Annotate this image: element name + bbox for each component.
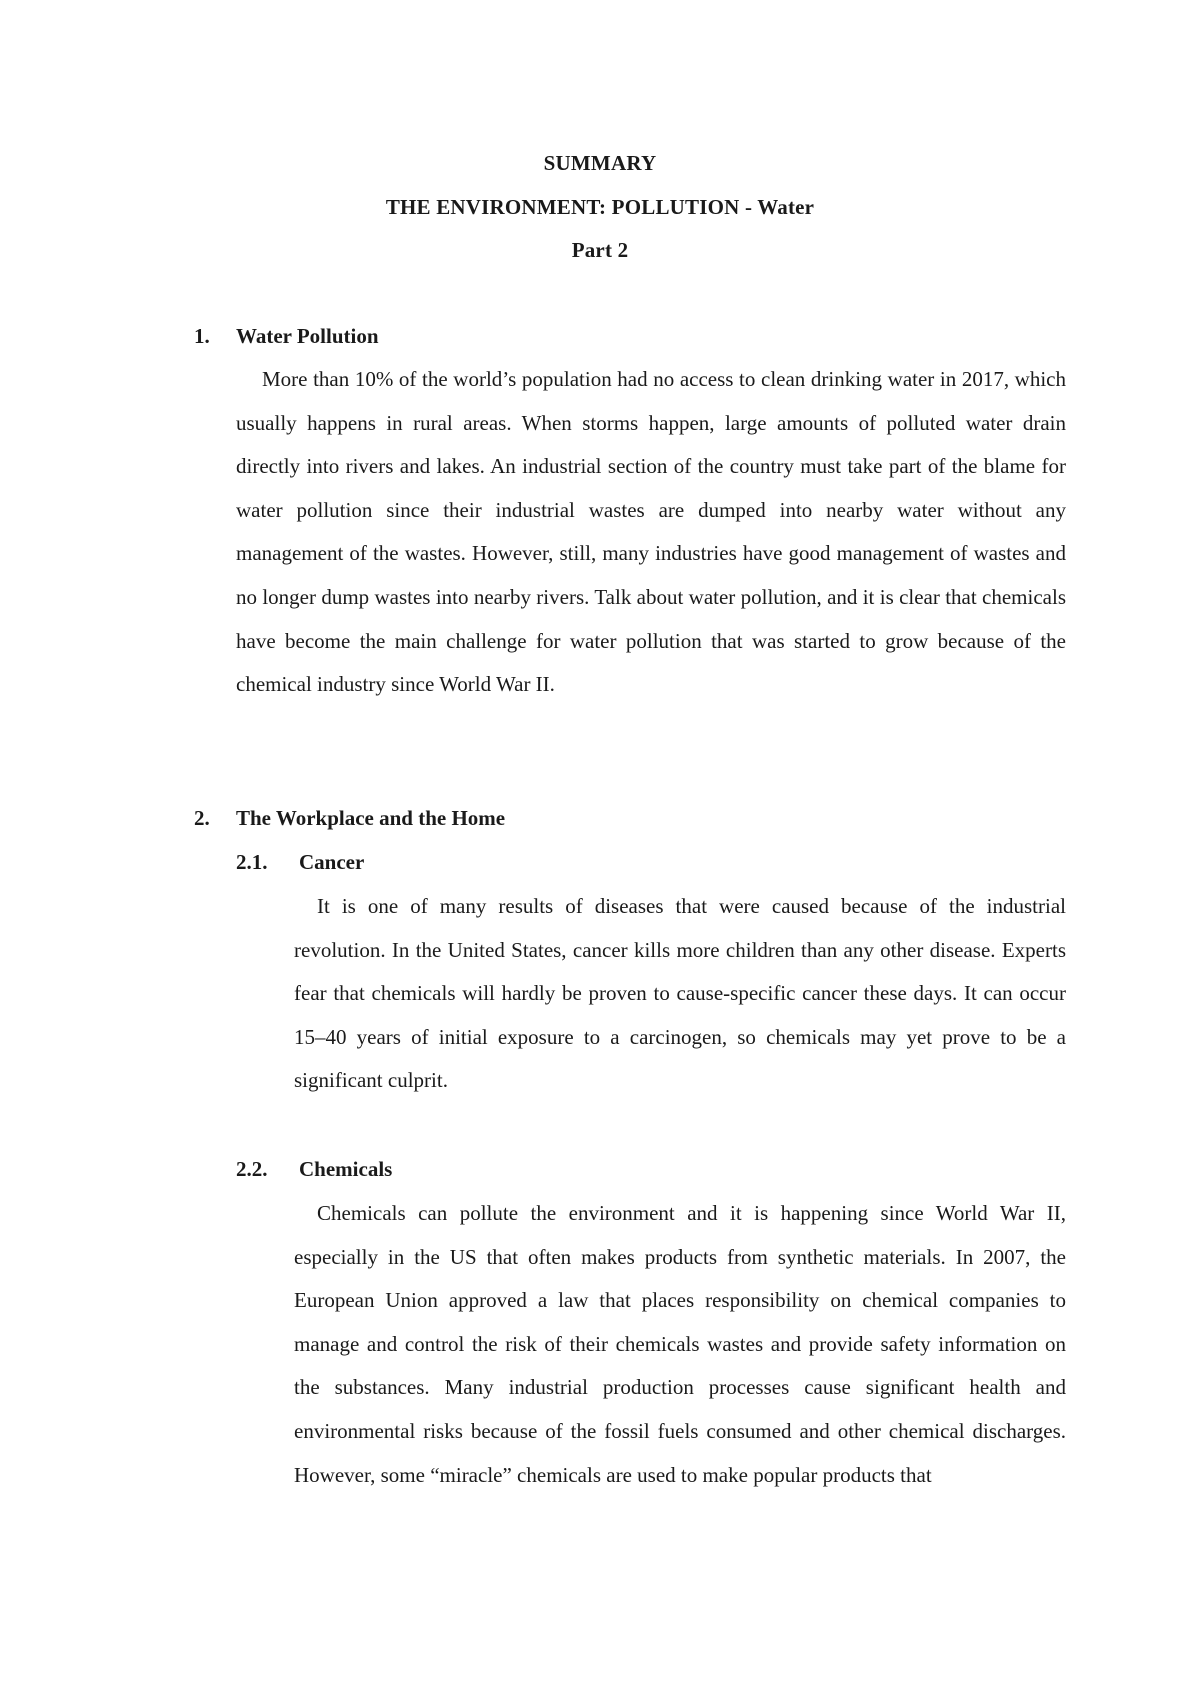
subsection-title: Chemicals	[299, 1157, 393, 1181]
section-title: Water Pollution	[236, 324, 379, 348]
document-part: Part 2	[571, 238, 629, 262]
subsection-heading-chemicals	[236, 1148, 392, 1192]
section-heading-water-pollution	[194, 315, 379, 359]
section-number: 1.	[194, 324, 210, 348]
document-subtitle: THE ENVIRONMENT: POLLUTION - Water	[385, 194, 815, 219]
subsection-heading-cancer	[236, 841, 364, 885]
paragraph-chemicals: Chemicals can pollute the environment and it is happening since World War II, especially in the US that often makes products from synthetic materials. In 2007, the European Union approved a law that places responsibility on chemical companies to manage and control the risk of their chemicals wastes and provide safety information on the substances. Many industrial production processes cause significant health and environmental risks because of the fossil fuels consumed and other chemical discharges. However, some “miracle” chemicals are used to make popular products that	[294, 1201, 1066, 1487]
subsection-number: 2.1.	[236, 850, 268, 874]
section-number: 2.	[194, 806, 210, 830]
paragraph-cancer: It is one of many results of diseases that were caused because of the industrial revolution. In the United States, cancer kills more children than any other disease. Experts fear that chemicals will hardly be proven to cause-specific cancer these days. It can occur 15–40 years of initial exposure to a carcinogen, so chemicals may yet prove to be a significant culprit.	[294, 894, 1066, 1093]
subsection-number: 2.2.	[236, 1157, 268, 1181]
subsection-title: Cancer	[299, 850, 365, 874]
document-title: SUMMARY	[543, 151, 657, 175]
paragraph-water-pollution: More than 10% of the world’s population had no access to clean drinking water in 2017, which usually happens in rural areas. When storms happen, large amounts of polluted water drain directly into rivers and lakes. An industrial section of the country must take part of the blame for water pollution since their industrial wastes are dumped into nearby water without any management of the wastes. However, still, many industries have good management of wastes and no longer dump wastes into nearby rivers. Talk about water pollution, and it is clear that chemicals have become the main challenge for water pollution that was started to grow because of the chemical industry since World War II.	[236, 367, 1066, 697]
section-heading-workplace-home	[194, 797, 505, 841]
section-title: The Workplace and the Home	[236, 806, 506, 830]
title-block	[0, 142, 1200, 273]
